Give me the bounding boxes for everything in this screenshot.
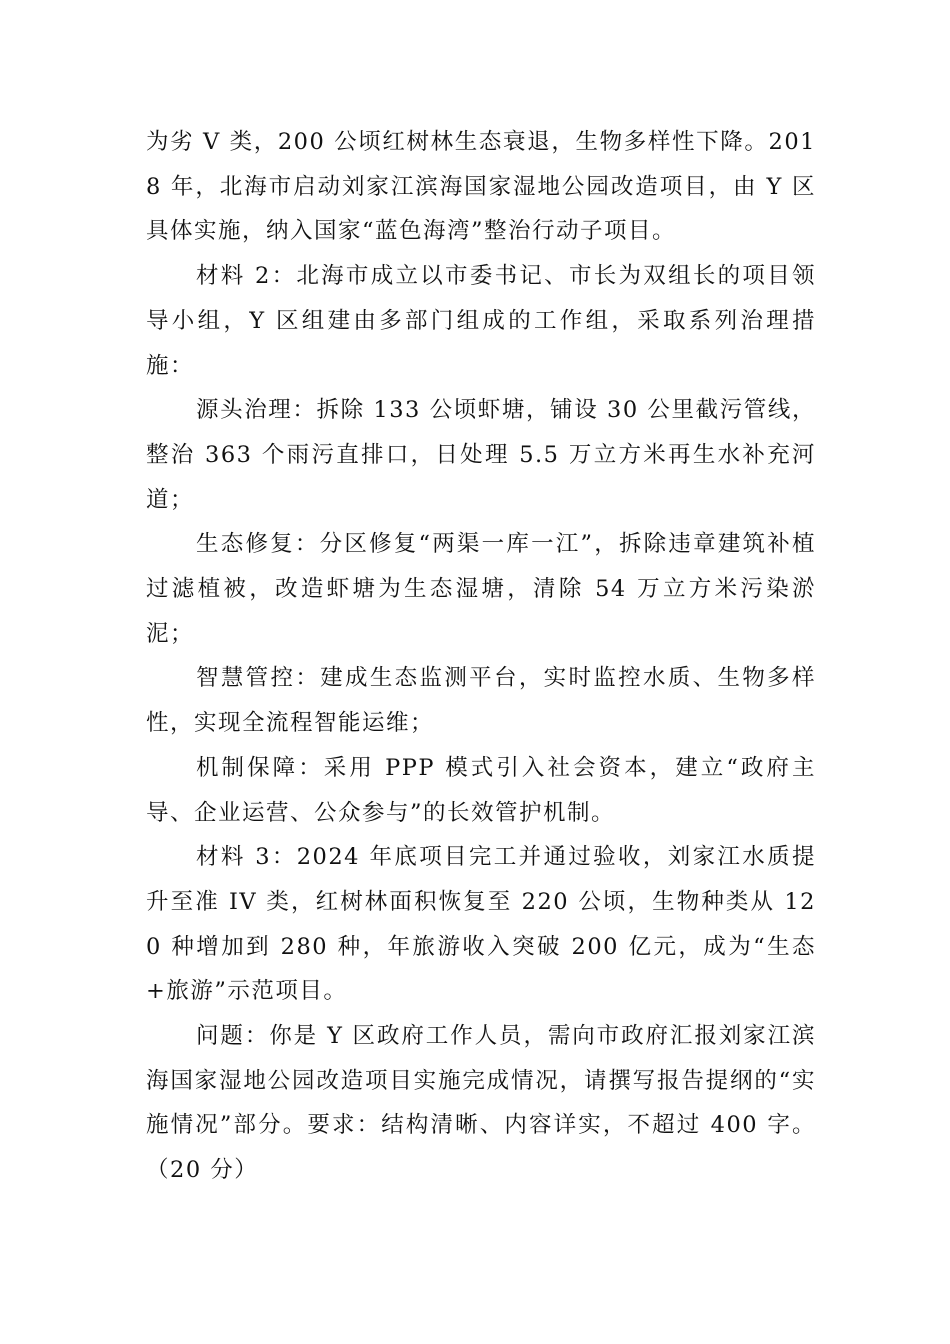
paragraph-continuation: 为劣 V 类，200 公顷红树林生态衰退，生物多样性下降。2018 年，北海市启动刘家江滨海国家湿地公园改造项目，由 Y 区具体实施，纳入国家“蓝色海湾”整治行动子项目。 [146, 129, 816, 245]
paragraph-material-3: 材料 3：2024 年底项目完工并通过验收，刘家江水质提升至准 IV 类，红树林面积恢复至 220 公顷，生物种类从 120 种增加到 280 种，年旅游收入突破 200 亿元，成为“生态+旅游”示范项目。 [146, 844, 816, 1005]
paragraph-mechanism-guarantee: 机制保障：采用 PPP 模式引入社会资本，建立“政府主导、企业运营、公众参与”的长效管护机制。 [146, 754, 816, 826]
paragraph-material-2: 材料 2：北海市成立以市委书记、市长为双组长的项目领导小组，Y 区组建由多部门组成的工作组，采取系列治理措施： [146, 263, 816, 379]
paragraph-ecological-restoration: 生态修复：分区修复“两渠一库一江”，拆除违章建筑补植过滤植被，改造虾塘为生态湿塘，清除 54 万立方米污染淤泥； [146, 531, 816, 647]
paragraph-question: 问题：你是 Y 区政府工作人员，需向市政府汇报刘家江滨海国家湿地公园改造项目实施完成情况，请撰写报告提纲的“实施情况”部分。要求：结构清晰、内容详实，不超过 400 字。（20 分） [146, 1023, 816, 1184]
paragraph-source-treatment: 源头治理：拆除 133 公顷虾塘，铺设 30 公里截污管线，整治 363 个雨污直排口，日处理 5.5 万立方米再生水补充河道； [146, 397, 816, 513]
document-body [146, 120, 816, 1193]
paragraph-smart-control: 智慧管控：建成生态监测平台，实时监控水质、生物多样性，实现全流程智能运维； [146, 665, 816, 737]
